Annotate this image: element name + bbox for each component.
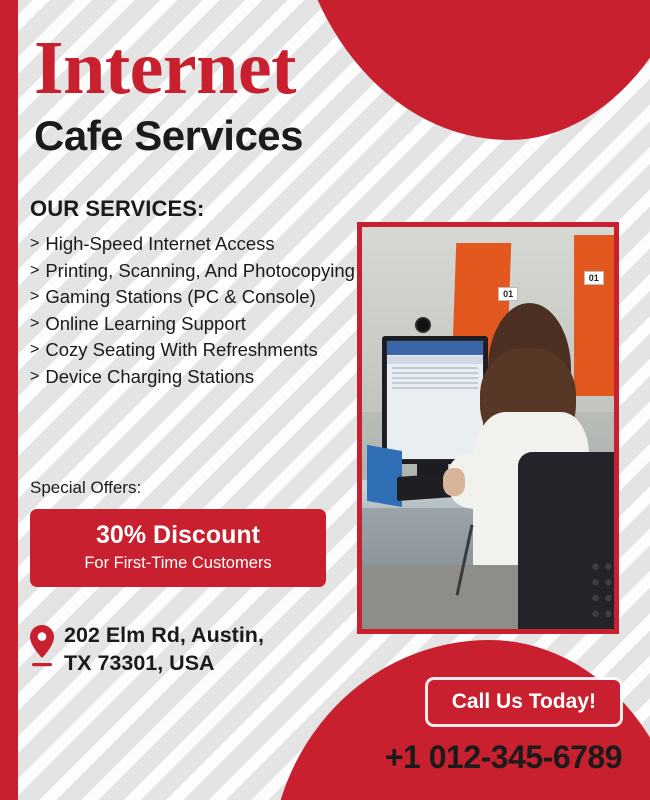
chevron-right-icon: > [30,367,40,385]
list-item [30,365,360,390]
service-label: Gaming Stations (PC & Console) [45,286,316,308]
office-chair [518,452,614,629]
phone-number[interactable]: +1 012-345-6789 [384,739,622,775]
service-label: Cozy Seating With Refreshments [45,339,318,361]
location-pin-icon [28,624,56,670]
screen-text-line [392,367,478,369]
service-label: Printing, Scanning, And Photocopying [45,259,355,281]
address-text [64,622,264,677]
screen-toolbar [387,356,483,364]
left-accent-bar [0,0,18,800]
service-label: Online Learning Support [45,312,246,334]
discount-headline: 30% Discount [96,521,260,549]
service-label: High-Speed Internet Access [45,233,275,254]
person-at-computer-photo [362,227,614,629]
service-label: Device Charging Stations [45,365,255,387]
screen-titlebar [387,341,483,355]
address-line-2: TX 73301, USA [64,650,215,675]
services-section [30,196,360,392]
address-line-1: 202 Elm Rd, Austin, [64,623,264,647]
monitor [382,336,488,465]
special-offers-label: Special Offers: [30,478,142,497]
screen-text-line [392,372,478,374]
discount-badge [30,509,326,587]
screen-text-line [392,387,478,389]
call-us-today-button[interactable]: Call Us Today! [428,680,620,724]
headline [34,26,304,160]
list-item [30,338,360,363]
chevron-right-icon: > [30,288,40,306]
list-item [30,312,360,337]
chevron-right-icon: > [30,235,40,252]
photo-divider-panel-2 [574,235,614,396]
top-right-red-shape-secondary [400,0,650,36]
list-item [30,285,360,310]
headline-primary: Internet [34,26,296,110]
chevron-right-icon: > [30,314,40,332]
chevron-right-icon: > [30,341,40,359]
person-hand [443,468,466,496]
monitor-screen [386,340,484,461]
station-label: 01 [584,271,604,285]
chair-mesh [589,559,614,622]
services-title: OUR SERVICES: [30,196,205,221]
headline-secondary: Cafe Services [34,112,304,160]
station-label: 01 [498,287,518,301]
address-block [28,622,264,677]
screen-text-line [392,377,478,379]
chevron-right-icon: > [30,261,40,279]
screen-text-line [392,382,478,384]
discount-subtext: For First-Time Customers [84,553,272,572]
list-item [30,232,360,257]
list-item [30,259,360,284]
photo-frame [357,222,619,634]
